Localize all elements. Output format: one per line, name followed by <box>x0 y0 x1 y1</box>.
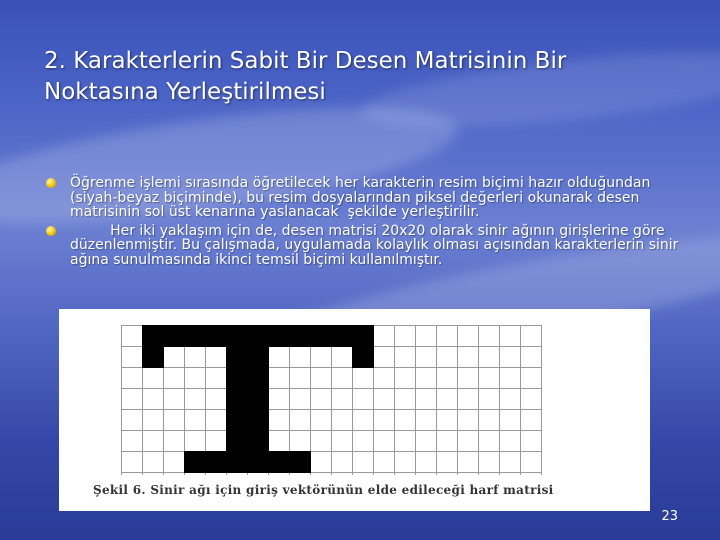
matrix-cell-filled <box>247 346 269 368</box>
bullet-dot-icon <box>46 178 56 188</box>
bullet-text: Her iki yaklaşım için de, desen matrisi 20x20 olarak sinir ağının girişlerine göre düzenlenmiştir. Bu çalışmada, uygulamada kolaylık olması açısından karakterlerin sinir ağına sunulmasında ikinci temsil biçimi kullanılmıştır. <box>70 222 683 268</box>
matrix-cell-filled <box>142 346 164 368</box>
matrix-cell-filled <box>226 346 248 368</box>
page-number: 23 <box>661 509 678 524</box>
matrix-cell-filled <box>226 325 248 347</box>
matrix-cell-filled <box>247 367 269 389</box>
matrix-cell-filled <box>163 325 185 347</box>
matrix-cell-filled <box>352 346 374 368</box>
bullet-item <box>46 224 686 268</box>
matrix-cell-filled <box>226 367 248 389</box>
matrix-cell-filled <box>247 430 269 452</box>
bullet-dot-icon <box>46 226 56 236</box>
matrix-cell-filled <box>268 325 290 347</box>
slide-title: 2. Karakterlerin Sabit Bir Desen Matrisinin Bir Noktasına Yerleştirilmesi <box>44 48 567 105</box>
matrix-cell-filled <box>289 451 311 473</box>
matrix-cell-filled <box>226 388 248 410</box>
figure-image <box>59 309 650 511</box>
matrix-cell-filled <box>247 325 269 347</box>
figure-caption: Şekil 6. Sinir ağı için giriş vektörünün elde edileceği harf matrisi <box>93 483 554 497</box>
matrix-cell-filled <box>226 430 248 452</box>
matrix-cell-filled <box>205 325 227 347</box>
matrix-cell-filled <box>205 451 227 473</box>
matrix-cell-filled <box>142 325 164 347</box>
matrix-cell-filled <box>247 409 269 431</box>
matrix-cell-filled <box>331 325 353 347</box>
matrix-cell-filled <box>184 451 206 473</box>
bullet-list <box>46 176 686 271</box>
matrix-cell-filled <box>184 325 206 347</box>
matrix-cell-filled <box>352 325 374 347</box>
bullet-item <box>46 176 686 220</box>
matrix-cell-filled <box>226 409 248 431</box>
matrix-cell-filled <box>268 451 290 473</box>
matrix-cell-filled <box>247 388 269 410</box>
pattern-matrix-grid <box>121 325 542 475</box>
matrix-cell-filled <box>310 325 332 347</box>
matrix-cell-filled <box>289 325 311 347</box>
bullet-text: Öğrenme işlemi sırasında öğretilecek her karakterin resim biçimi hazır olduğundan (siyah-beyaz biçiminde), bu resim dosyalarından piksel değerleri okunarak desen matrisinin sol üst kenarına yaslanacak şekilde yerleştirilir. <box>70 175 655 220</box>
matrix-cell-filled <box>226 451 248 473</box>
matrix-cell-filled <box>247 451 269 473</box>
